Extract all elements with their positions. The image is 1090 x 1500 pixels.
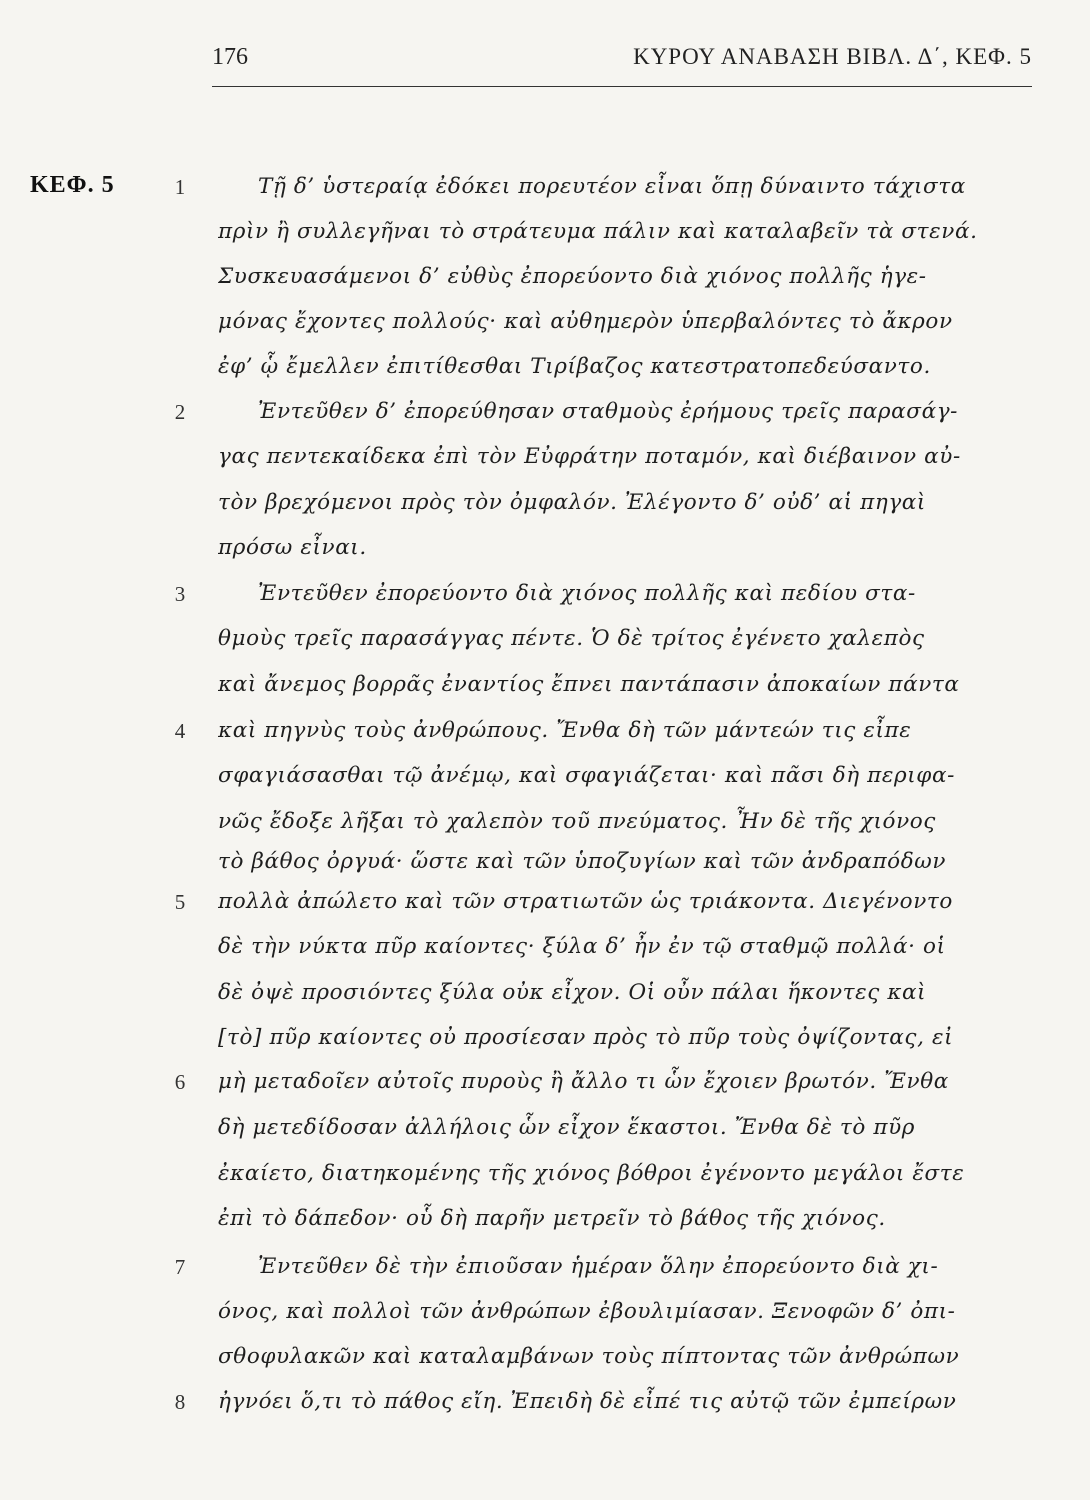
text-line: μόνας ἔχοντες πολλούς· καὶ αὐθημερὸν ὑπερβαλόντες τὸ ἄκρον [218,309,953,334]
text-line: καὶ πηγνὺς τοὺς ἀνθρώπους. Ἔνθα δὴ τῶν μάντεών τις εἶπε [218,718,912,743]
text-line: νῶς ἔδοξε λῆξαι τὸ χαλεπὸν τοῦ πνεύματος. Ἦν δὲ τῆς χιόνος [218,809,936,834]
text-line: ἐπὶ τὸ δάπεδον· οὗ δὴ παρῆν μετρεῖν τὸ βάθος τῆς χιόνος. [218,1206,886,1231]
text-line: ἐκαίετο, διατηκομένης τῆς χιόνος βόθροι ἐγένοντο μεγάλοι ἔστε [218,1161,965,1186]
text-line: πολλὰ ἀπώλετο καὶ τῶν στρατιωτῶν ὡς τριάκοντα. Διεγένοντο [218,889,953,914]
text-line: καὶ ἄνεμος βορρᾶς ἐναντίος ἔπνει παντάπασιν ἀποκαίων πάντα [218,672,960,697]
running-title: ΚΥΡΟΥ ΑΝΑΒΑΣΗ ΒΙΒΛ. Δ΄, ΚΕΦ. 5 [633,44,1032,69]
text-line: γας πεντεκαίδεκα ἐπὶ τὸν Εὐφράτην ποταμόν, καὶ διέβαινον αὐ- [218,444,961,469]
text-line: ἠγνόει ὅ,τι τὸ πάθος εἴη. Ἐπειδὴ δὲ εἶπέ τις αὐτῷ τῶν ἐμπείρων [218,1389,957,1414]
chapter-label: ΚΕΦ. 5 [30,172,115,198]
text-line: πρόσω εἶναι. [218,535,367,560]
text-line: τὸ βάθος ὀργυά· ὥστε καὶ τῶν ὑποζυγίων καὶ τῶν ἀνδραπόδων [218,849,947,874]
text-line: [τὸ] πῦρ καίοντες οὐ προσίεσαν πρὸς τὸ πῦρ τοὺς ὀψίζοντας, εἰ [218,1025,954,1050]
section-number: 3 [174,582,186,606]
section-number: 8 [174,1390,186,1414]
section-number: 1 [174,175,186,199]
text-line: σφαγιάσασθαι τῷ ἀνέμῳ, καὶ σφαγιάζεται· καὶ πᾶσι δὴ περιφα- [218,763,955,788]
running-header [212,44,1032,80]
text-line: δὲ ὀψὲ προσιόντες ξύλα οὐκ εἶχον. Οἱ οὖν πάλαι ἥκοντες καὶ [218,980,927,1005]
text-line: Ἐντεῦθεν ἐπορεύοντο διὰ χιόνος πολλῆς καὶ πεδίου στα- [258,581,916,606]
text-line: Ἐντεῦθεν δ’ ἐπορεύθησαν σταθμοὺς ἐρήμους τρεῖς παρασάγ- [258,399,959,424]
text-line: ἐφ’ ᾧ ἔμελλεν ἐπιτίθεσθαι Τιρίβαζος κατεστρατοπεδεύσαντο. [218,354,931,379]
page-number: 176 [212,44,248,70]
text-line: Συσκευασάμενοι δ’ εὐθὺς ἐπορεύοντο διὰ χιόνος πολλῆς ἡγε- [218,264,927,289]
section-number: 4 [174,719,186,743]
text-line: θμοὺς τρεῖς παρασάγγας πέντε. Ὁ δὲ τρίτος ἐγένετο χαλεπὸς [218,626,925,651]
text-line: Ἐντεῦθεν δὲ τὴν ἐπιοῦσαν ἡμέραν ὅλην ἐπορεύοντο διὰ χι- [258,1254,939,1279]
text-line: μὴ μεταδοῖεν αὐτοῖς πυροὺς ἢ ἄλλο τι ὧν ἔχοιεν βρωτόν. Ἔνθα [218,1069,949,1094]
text-line: σθοφυλακῶν καὶ καταλαμβάνων τοὺς πίπτοντας τῶν ἀνθρώπων [218,1344,960,1369]
section-number: 7 [174,1255,186,1279]
text-line: δὴ μετεδίδοσαν ἀλλήλοις ὧν εἶχον ἕκαστοι. Ἔνθα δὲ τὸ πῦρ [218,1115,916,1140]
text-line: όνος, καὶ πολλοὶ τῶν ἀνθρώπων ἐβουλιμίασαν. Ξενοφῶν δ’ ὀπι- [218,1299,956,1324]
section-number: 2 [174,400,186,424]
section-number: 5 [174,890,186,914]
text-line: δὲ τὴν νύκτα πῦρ καίοντες· ξύλα δ’ ἦν ἐν τῷ σταθμῷ πολλά· οἱ [218,934,946,959]
header-rule [212,86,1032,87]
text-line: τὸν βρεχόμενοι πρὸς τὸν ὀμφαλόν. Ἐλέγοντο δ’ οὐδ’ αἱ πηγαὶ [218,490,926,515]
section-number: 6 [174,1070,186,1094]
text-line: Τῇ δ’ ὑστεραίᾳ ἐδόκει πορευτέον εἶναι ὅπῃ δύναιντο τάχιστα [258,174,966,199]
text-line: πρὶν ἢ συλλεγῆναι τὸ στράτευμα πάλιν καὶ καταλαβεῖν τὰ στενά. [218,219,978,244]
